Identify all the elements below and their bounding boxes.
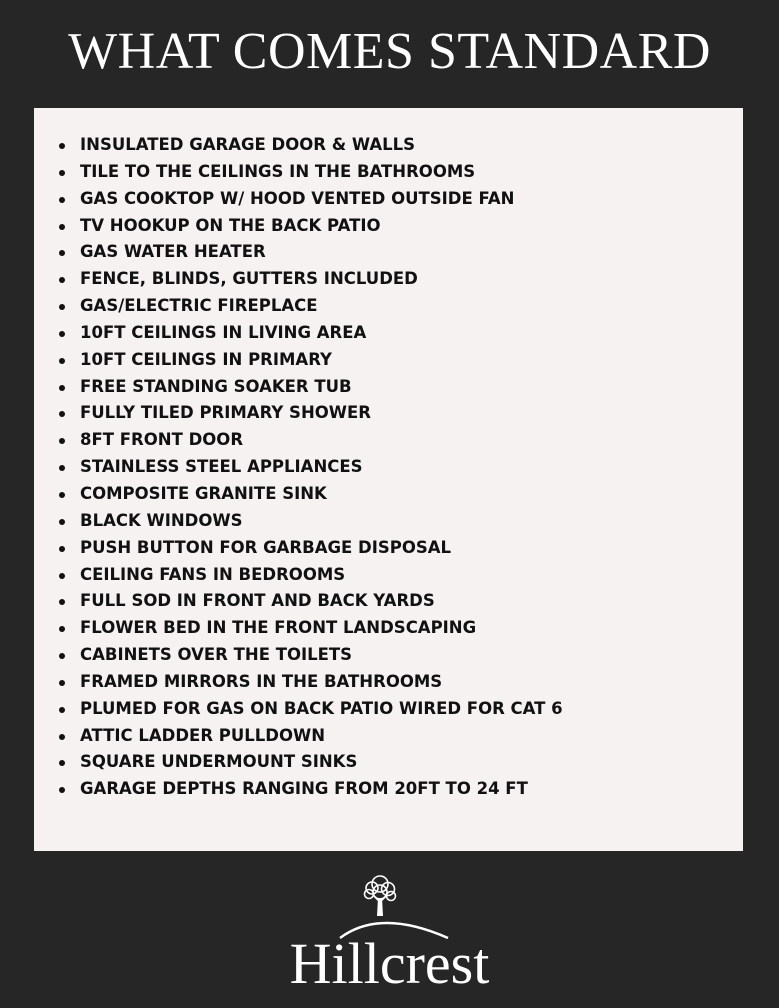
bullet-icon xyxy=(59,546,65,552)
feature-list-item xyxy=(34,776,743,803)
bullet-icon xyxy=(59,626,65,632)
feature-text: ATTIC LADDER PULLDOWN xyxy=(80,725,326,745)
feature-list-item xyxy=(34,669,743,696)
feature-text: GARAGE DEPTHS RANGING FROM 20FT TO 24 FT xyxy=(80,779,528,799)
feature-text: FENCE, BLINDS, GUTTERS INCLUDED xyxy=(80,269,418,289)
feature-text: 8FT FRONT DOOR xyxy=(80,430,244,450)
feature-list-item xyxy=(34,615,743,642)
bullet-icon xyxy=(59,170,65,176)
bullet-icon xyxy=(59,438,65,444)
features-card xyxy=(34,108,743,851)
feature-text: TV HOOKUP ON THE BACK PATIO xyxy=(80,215,381,235)
feature-text: FULLY TILED PRIMARY SHOWER xyxy=(80,403,371,423)
feature-list-item xyxy=(34,266,743,293)
bullet-icon xyxy=(59,411,65,417)
bullet-icon xyxy=(59,224,65,230)
bullet-icon xyxy=(59,143,65,149)
feature-text: COMPOSITE GRANITE SINK xyxy=(80,483,327,503)
feature-list-item xyxy=(34,239,743,266)
bullet-icon xyxy=(59,492,65,498)
feature-list-item xyxy=(34,562,743,589)
feature-list-item xyxy=(34,723,743,750)
bullet-icon xyxy=(59,331,65,337)
feature-list-item xyxy=(34,454,743,481)
feature-text: TILE TO THE CEILINGS IN THE BATHROOMS xyxy=(80,161,476,181)
feature-text: STAINLESS STEEL APPLIANCES xyxy=(80,457,363,477)
feature-list-item xyxy=(34,320,743,347)
feature-list-item xyxy=(34,749,743,776)
brand-logo xyxy=(0,868,779,998)
bullet-icon xyxy=(59,519,65,525)
feature-text: CEILING FANS IN BEDROOMS xyxy=(80,564,346,584)
feature-text: CABINETS OVER THE TOILETS xyxy=(80,645,353,665)
page-title: WHAT COMES STANDARD xyxy=(68,23,711,80)
bullet-icon xyxy=(59,358,65,364)
feature-text: PLUMED FOR GAS ON BACK PATIO WIRED FOR CAT 6 xyxy=(80,698,563,718)
feature-text: BLACK WINDOWS xyxy=(80,510,243,530)
bullet-icon xyxy=(59,707,65,713)
feature-list-item xyxy=(34,535,743,562)
feature-list-item xyxy=(34,400,743,427)
feature-list-item xyxy=(34,159,743,186)
feature-list-item xyxy=(34,374,743,401)
bullet-icon xyxy=(59,304,65,310)
feature-list-item xyxy=(34,293,743,320)
bullet-icon xyxy=(59,465,65,471)
feature-text: 10FT CEILINGS IN LIVING AREA xyxy=(80,322,367,342)
bullet-icon xyxy=(59,760,65,766)
bullet-icon xyxy=(59,787,65,793)
feature-text: SQUARE UNDERMOUNT SINKS xyxy=(80,752,358,772)
bullet-icon xyxy=(59,277,65,283)
feature-text: FULL SOD IN FRONT AND BACK YARDS xyxy=(80,591,435,611)
feature-list-item xyxy=(34,642,743,669)
feature-list-item xyxy=(34,186,743,213)
feature-text: GAS/ELECTRIC FIREPLACE xyxy=(80,296,318,316)
feature-text: GAS WATER HEATER xyxy=(80,242,266,262)
bullet-icon xyxy=(59,599,65,605)
bullet-icon xyxy=(59,573,65,579)
feature-text: FLOWER BED IN THE FRONT LANDSCAPING xyxy=(80,618,477,638)
feature-text: GAS COOKTOP W/ HOOD VENTED OUTSIDE FAN xyxy=(80,188,515,208)
features-list xyxy=(34,132,743,803)
feature-text: PUSH BUTTON FOR GARBAGE DISPOSAL xyxy=(80,537,452,557)
bullet-icon xyxy=(59,680,65,686)
bullet-icon xyxy=(59,653,65,659)
feature-text: 10FT CEILINGS IN PRIMARY xyxy=(80,349,332,369)
feature-list-item xyxy=(34,347,743,374)
feature-text: FREE STANDING SOAKER TUB xyxy=(80,376,352,396)
feature-list-item xyxy=(34,588,743,615)
feature-list-item xyxy=(34,508,743,535)
feature-list-item xyxy=(34,696,743,723)
bullet-icon xyxy=(59,385,65,391)
feature-list-item xyxy=(34,481,743,508)
feature-list-item xyxy=(34,427,743,454)
feature-text: INSULATED GARAGE DOOR & WALLS xyxy=(80,135,416,154)
bullet-icon xyxy=(59,197,65,203)
bullet-icon xyxy=(59,734,65,740)
brand-wordmark: Hillcrest xyxy=(289,931,490,996)
feature-list-item xyxy=(34,213,743,240)
bullet-icon xyxy=(59,250,65,256)
feature-list-item xyxy=(34,132,743,159)
feature-text: FRAMED MIRRORS IN THE BATHROOMS xyxy=(80,671,443,691)
